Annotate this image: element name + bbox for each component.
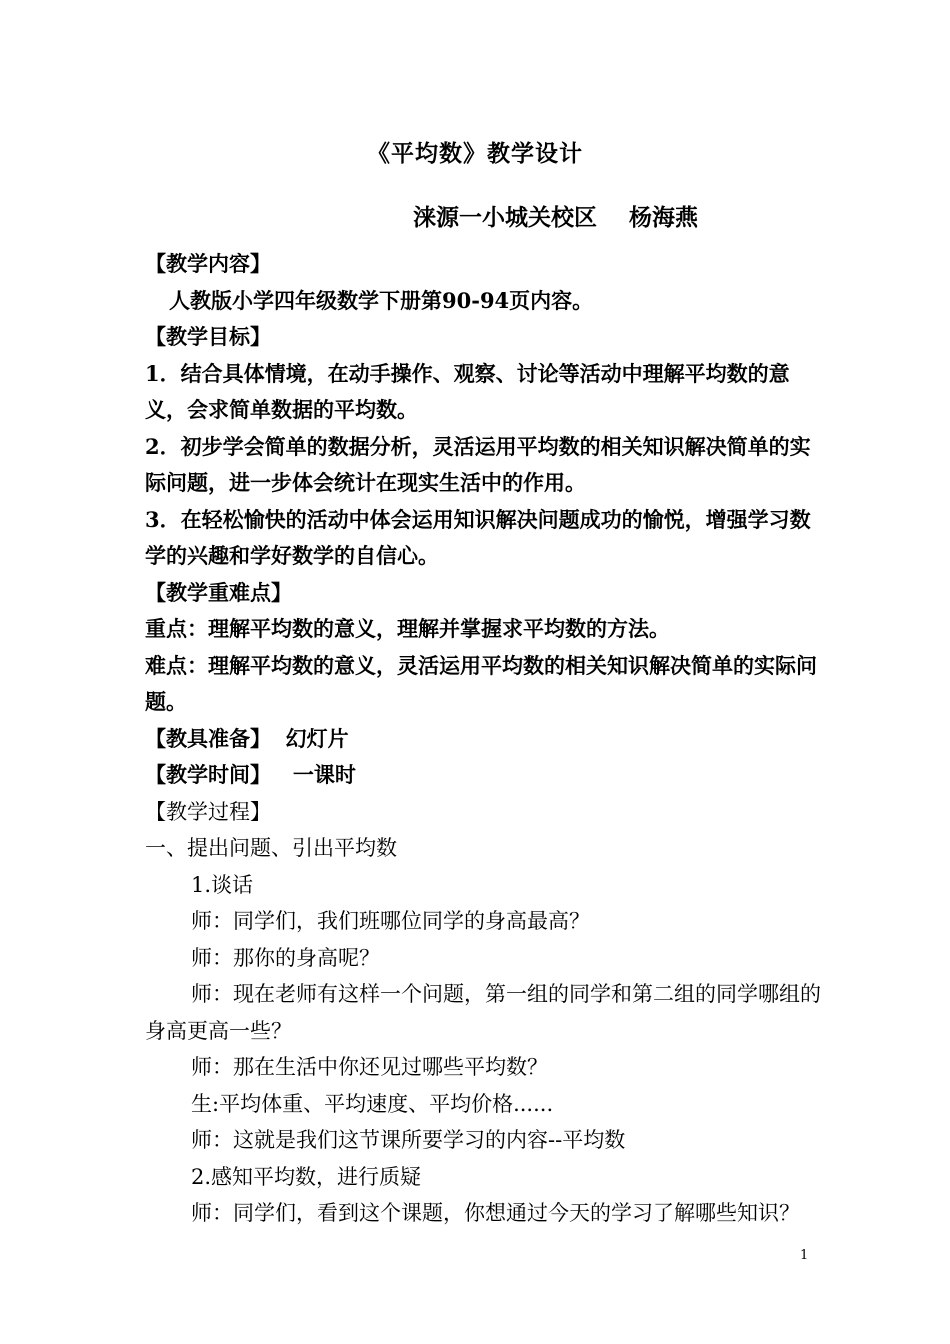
- dialogue-line-7: 师：同学们，看到这个课题，你想通过今天的学习了解哪些知识？: [191, 1201, 800, 1225]
- content-text: 人教版小学四年级数学下册第90-94页内容。: [169, 287, 594, 313]
- dialogue-line-2: 师：那你的身高呢？: [191, 945, 380, 970]
- dialogue-line-5: 生:平均体重、平均速度、平均价格......: [191, 1091, 554, 1116]
- document-body: [145, 246, 825, 1232]
- dialogue-line-1: 师：同学们，我们班哪位同学的身高最高？: [191, 909, 590, 933]
- keypoints-heading: 【教学重难点】: [145, 579, 292, 605]
- author-line: 涞源一小城关校区 杨海燕: [413, 204, 699, 231]
- sub-step-1: 1.谈话: [191, 872, 254, 897]
- document-title: 《平均数》教学设计: [367, 140, 583, 167]
- goal-3: 3．在轻松愉快的活动中体会运用知识解决问题成功的愉悦，增强学习数学的兴趣和学好数学的自信心。: [145, 506, 811, 568]
- dialogue-line-4: 师：那在生活中你还见过哪些平均数？: [191, 1055, 548, 1079]
- goal-2: 2．初步学会简单的数据分析，灵活运用平均数的相关知识解决简单的实际问题，进一步体会统计在现实生活中的作用。: [145, 433, 811, 495]
- content-heading: 【教学内容】: [145, 251, 271, 276]
- page-number: 1: [800, 1248, 809, 1263]
- step-1: 一、提出问题、引出平均数: [145, 836, 397, 860]
- key-point: 重点：理解平均数的意义，理解并掌握求平均数的方法。: [145, 616, 670, 641]
- process-heading: 【教学过程】: [145, 799, 271, 824]
- goal-1: 1．结合具体情境，在动手操作、观察、讨论等活动中理解平均数的意义，会求简单数据的平均数。: [145, 360, 790, 422]
- dialogue-line-6: 师：这就是我们这节课所要学习的内容--平均数: [191, 1128, 626, 1152]
- dialogue-line-3: 师：现在老师有这样一个问题，第一组的同学和第二组的同学哪组的身高更高一些？: [145, 982, 821, 1043]
- tools-line: 【教具准备】 幻灯片: [145, 725, 349, 751]
- difficult-point: 难点：理解平均数的意义，灵活运用平均数的相关知识解决简单的实际问题。: [145, 652, 817, 714]
- time-line: 【教学时间】 一课时: [145, 762, 356, 787]
- sub-step-2: 2.感知平均数，进行质疑: [191, 1164, 422, 1189]
- goals-heading: 【教学目标】: [145, 324, 271, 349]
